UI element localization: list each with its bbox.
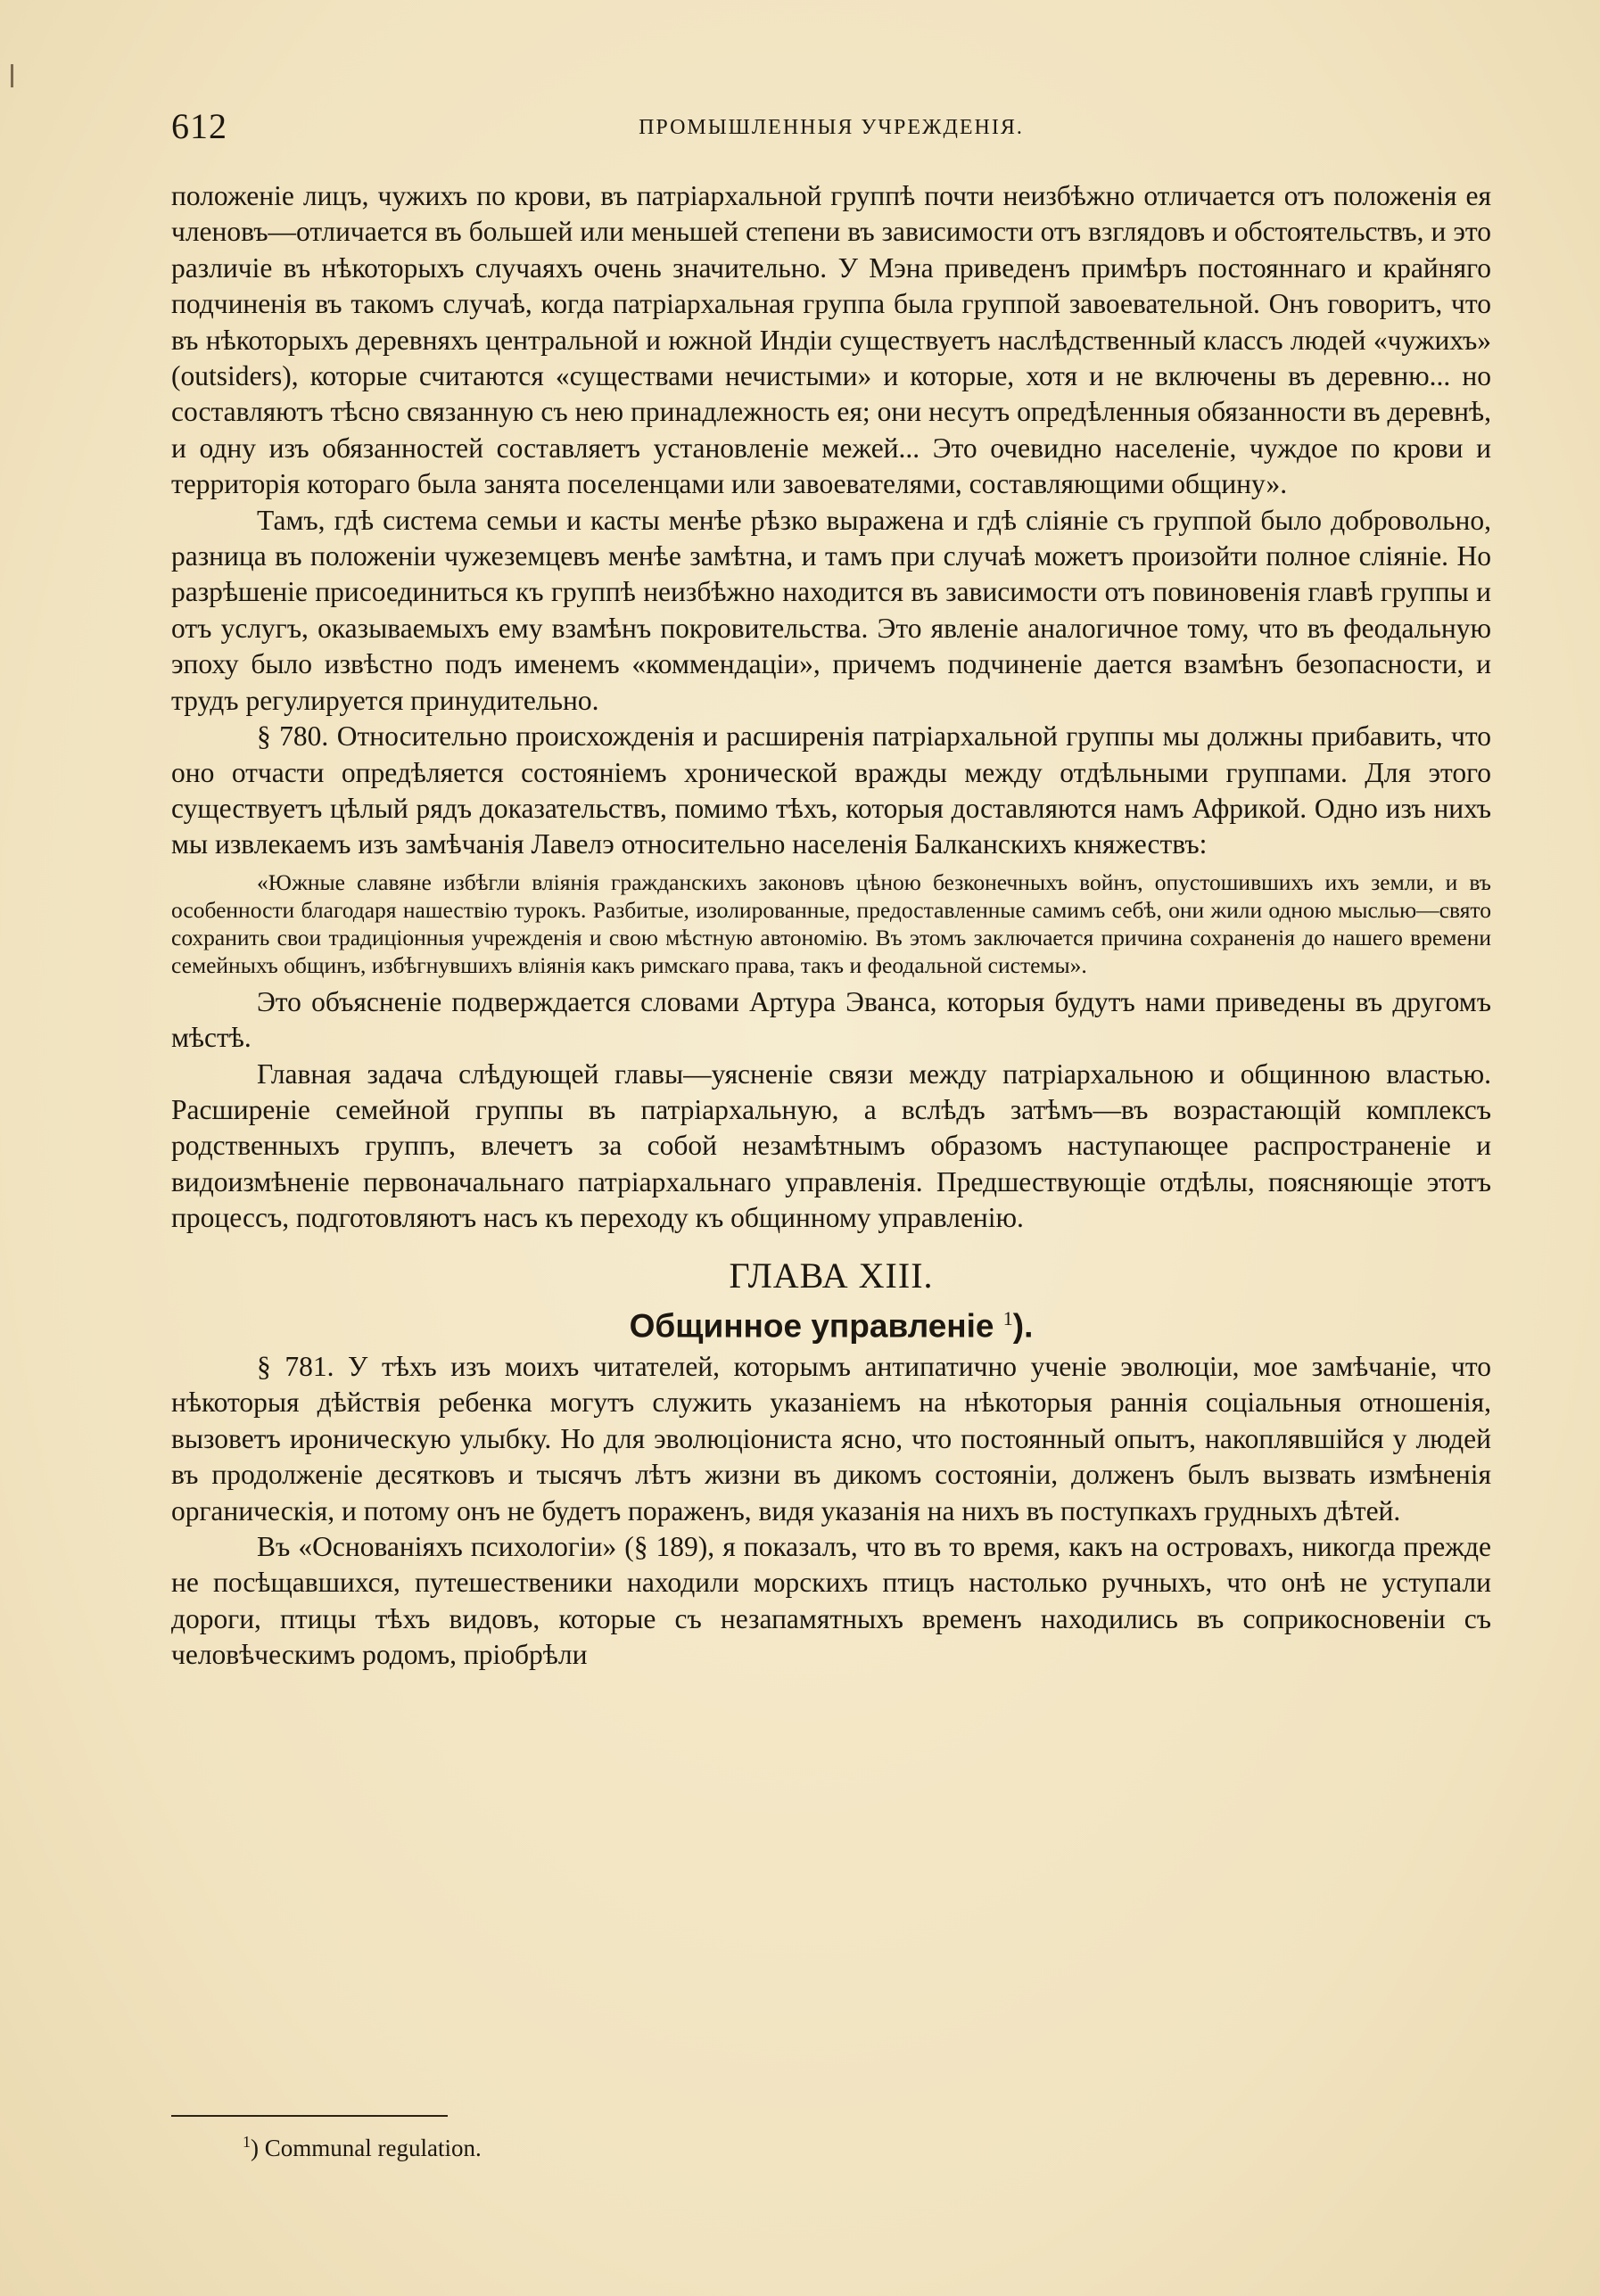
- chapter-title: ГЛАВА XIII.: [729, 1255, 934, 1296]
- paragraph: Главная задача слѣдующей главы—уясненіе связи между патріархальною и общинною властью. Расширеніе семейной группы въ патріархальную, а вслѣдъ затѣмъ—въ возрастающій комплексъ родственныхъ группъ, влечетъ за собой незамѣтнымъ образомъ наступающее распространеніе и видоизмѣненіе первоначальнаго патріархальнаго управленія. Предшествующіе отдѣлы, поясняющіе этотъ процессъ, подготовляютъ насъ къ переходу къ общинному управленію.: [171, 1057, 1491, 1234]
- footnote-divider: [171, 2115, 448, 2117]
- paragraph: § 780. Относительно происхожденія и расширенія патріархальной группы мы должны прибавить, что оно отчасти опредѣляется состояніемъ хронической вражды между отдѣльными группами. Для этого существуетъ цѣлый рядъ доказательствъ, помимо тѣхъ, которыя доставляются намъ Африкой. Одно изъ нихъ мы извлекаемъ изъ замѣчанія Лавелэ относительно населенія Балканскихъ княжествъ:: [171, 720, 1491, 860]
- chapter-subtitle-text: Общинное управленіе: [629, 1306, 994, 1344]
- footnote-reference-suffix: ).: [1012, 1306, 1034, 1344]
- footnote-reference[interactable]: 1: [1002, 1306, 1013, 1329]
- running-head: ПРОМЫШЛЕННЫЯ УЧРЕЖДЕНІЯ.: [639, 116, 1024, 139]
- paragraph: положеніе лицъ, чужихъ по крови, въ патріархальной группѣ почти неизбѣжно отличается отъ положенія ея членовъ—отличается въ большей или меньшей степени въ зависимости отъ взглядовъ и обстоятельствъ, и это различіе въ нѣкоторыхъ случаяхъ очень значительно. У Мэна приведенъ примѣръ постояннаго и крайняго подчиненія въ такомъ случаѣ, когда патріархальная группа была группой завоевательной. Онъ говоритъ, что въ нѣкоторыхъ деревняхъ центральной и южной Индіи существуетъ наслѣдственный классъ людей «чужихъ» (outsiders), которые считаются «существами нечистыми» и которые, хотя и не включены въ деревню... но составляютъ тѣсно связанную съ нею принадлежность ея; они несутъ опредѣленныя обязанности въ деревнѣ, и одну изъ обязанностей составляетъ установленіе межей... Это очевидно населеніе, чуждое по крови и территорія котораго была занята поселенцами или завоевателями, составляющими общину».: [171, 180, 1491, 500]
- block-quote: [171, 868, 1491, 979]
- margin-mark: [11, 64, 13, 87]
- paragraph: Въ «Основаніяхъ психологіи» (§ 189), я показалъ, что въ то время, какъ на островахъ, никогда прежде не посѣщавшихся, путешественики находили морскихъ птицъ настолько ручныхъ, что онѣ не уступали дороги, птицы тѣхъ видовъ, которые съ незапамятныхъ временъ находились въ соприкосновеніи съ человѣческимъ родомъ, пріобрѣли: [171, 1530, 1491, 1671]
- footnote-text: Communal regulation.: [264, 2135, 482, 2161]
- chapter-subtitle: [171, 1297, 1491, 1347]
- paragraph: Тамъ, гдѣ система семьи и касты менѣе рѣзко выражена и гдѣ сліяніе съ группой было добровольно, разница въ положеніи чужеземцевъ менѣе замѣтна, и тамъ при случаѣ можетъ произойти полное сліяніе. Но разрѣшеніе присоединиться къ группѣ неизбѣжно находится въ зависимости отъ повиновенія главѣ группы и отъ услугъ, оказываемыхъ ему взамѣнъ покровительства. Это явленіе аналогичное тому, что въ феодальную эпоху было извѣстно подъ именемъ «коммендаціи», причемъ подчиненіе дается взамѣнъ безопасности, и трудъ регулируется принудительно.: [171, 504, 1491, 716]
- body-text: [171, 178, 1491, 1674]
- quote-text: «Южные славяне избѣгли вліянія гражданскихъ законовъ цѣною безконечныхъ войнъ, опустошившихъ ихъ земли, и въ особенности благодаря нашествію турокъ. Разбитые, изолированные, предоставленные самимъ себѣ, они жили одною мыслью—свято сохранить свои традиціонныя учрежденія и свою мѣстную автономію. Въ этомъ заключается причина сохраненія до нашего времени семейныхъ общинъ, избѣгнувшихъ вліянія какъ римскаго права, такъ и феодальной системы».: [171, 868, 1491, 978]
- paragraph: Это объясненіе подверждается словами Артура Эванса, которыя будутъ нами приведены въ другомъ мѣстѣ.: [171, 985, 1491, 1054]
- paragraph: § 781. У тѣхъ изъ моихъ читателей, которымъ антипатично ученіе эволюціи, мое замѣчаніе, что нѣкоторыя дѣйствія ребенка могутъ служить указаніемъ на нѣкоторыя раннія соціальныя отношенія, вызоветъ ироническую улыбку. Но для эволюціониста ясно, что постоянный опытъ, накоплявшійся у людей въ продолженіе десятковъ и тысячъ лѣтъ жизни въ дикомъ состояніи, долженъ былъ вызвать измѣненія органическія, и потому онъ не будетъ пораженъ, видя указанія на нихъ въ поступкахъ грудныхъ дѣтей.: [171, 1350, 1491, 1527]
- page-header: [171, 105, 1491, 150]
- footnote: [243, 2126, 482, 2164]
- page-number: 612: [171, 106, 227, 146]
- footnote-marker-suffix: ): [251, 2135, 259, 2161]
- footnote-marker: 1: [243, 2133, 251, 2151]
